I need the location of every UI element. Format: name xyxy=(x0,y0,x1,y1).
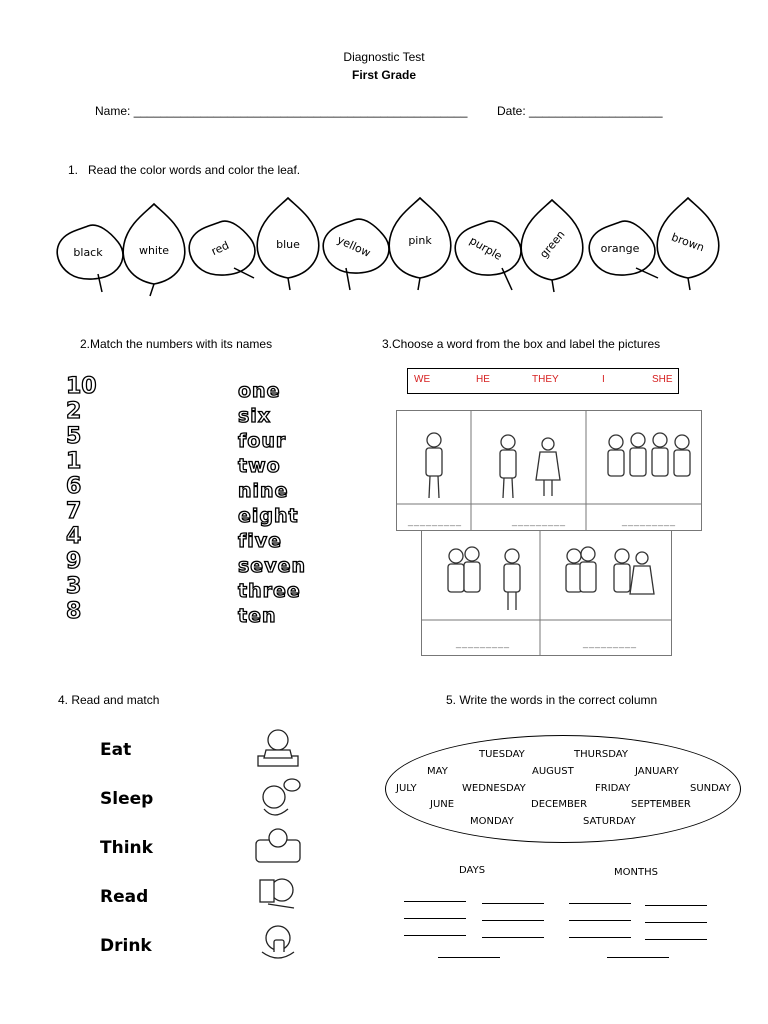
pronoun-she: SHE xyxy=(652,374,673,385)
svg-text:pink: pink xyxy=(408,234,432,247)
word-thursday: THURSDAY xyxy=(574,749,628,760)
word-monday: MONDAY xyxy=(470,816,514,827)
verb-drink[interactable]: Drink xyxy=(100,936,152,956)
number-name-item[interactable]: three xyxy=(238,580,301,602)
verb-read[interactable]: Read xyxy=(100,887,149,907)
leaf-white[interactable] xyxy=(123,204,185,296)
number-name-item[interactable]: one xyxy=(238,380,281,402)
date-row xyxy=(497,104,663,118)
number-item[interactable]: 5 xyxy=(66,424,82,449)
svg-text:red: red xyxy=(209,238,232,259)
word-saturday: SATURDAY xyxy=(583,816,636,827)
word-june: JUNE xyxy=(430,799,455,810)
number-name-item[interactable]: two xyxy=(238,455,281,477)
number-item[interactable]: 9 xyxy=(66,549,82,574)
label-blank[interactable]: _________ xyxy=(622,516,677,526)
thinking-child-picture[interactable] xyxy=(263,779,300,815)
number-item[interactable]: 7 xyxy=(66,499,82,524)
svg-text:yellow: yellow xyxy=(335,233,373,260)
pronoun-he: HE xyxy=(476,374,490,385)
drinking-child-picture[interactable] xyxy=(262,926,294,958)
number-name-item[interactable]: six xyxy=(238,405,272,427)
number-item[interactable]: 4 xyxy=(66,524,82,549)
number-item[interactable]: 1 xyxy=(66,449,82,474)
label-blank[interactable]: _________ xyxy=(512,516,567,526)
name-label: Name: xyxy=(95,104,131,118)
svg-text:blue: blue xyxy=(276,238,300,251)
leaf-orange[interactable] xyxy=(589,221,658,278)
boy-figure xyxy=(426,433,442,498)
number-name-item[interactable]: five xyxy=(238,530,283,552)
word-sunday: SUNDAY xyxy=(690,783,731,794)
word-august: AUGUST xyxy=(532,766,574,777)
q3-instruction: 3.Choose a word from the box and label the pictures xyxy=(382,337,661,351)
svg-text:black: black xyxy=(73,246,103,259)
days-blank-line[interactable] xyxy=(404,935,466,936)
date-label: Date: xyxy=(497,104,526,118)
svg-text:white: white xyxy=(138,244,170,257)
worksheet-subtitle: First Grade xyxy=(351,68,417,82)
svg-text:green: green xyxy=(537,227,568,261)
svg-text:brown: brown xyxy=(669,230,707,255)
days-blank-line[interactable] xyxy=(404,901,466,902)
reading-child-picture[interactable] xyxy=(260,879,294,908)
months-blank-line[interactable] xyxy=(645,905,707,906)
date-blank[interactable]: ____________________ xyxy=(529,104,663,118)
number-item[interactable]: 2 xyxy=(66,399,82,424)
number-item[interactable]: 6 xyxy=(66,474,82,499)
number-item[interactable]: 8 xyxy=(66,599,82,624)
leaf-row xyxy=(48,190,720,298)
worksheet-title: Diagnostic Test xyxy=(343,50,425,64)
number-name-item[interactable]: ten xyxy=(238,605,277,627)
pronoun-we: WE xyxy=(414,374,431,385)
label-blank[interactable]: _________ xyxy=(408,516,463,526)
number-item[interactable]: 10 xyxy=(66,374,97,399)
days-blank-line[interactable] xyxy=(482,937,544,938)
leaf-blue[interactable] xyxy=(257,198,319,290)
pictures-row-2 xyxy=(448,547,654,610)
q1-instruction: 1. Read the color words and color the leaf. xyxy=(68,163,301,177)
days-blank-line[interactable] xyxy=(482,903,544,904)
months-blank-line[interactable] xyxy=(607,957,669,958)
months-blank-line[interactable] xyxy=(645,922,707,923)
word-tuesday: TUESDAY xyxy=(479,749,525,760)
q2-instruction: 2.Match the numbers with its names xyxy=(80,337,273,351)
sleeping-child-picture[interactable] xyxy=(256,829,300,862)
q4-instruction: 4. Read and match xyxy=(58,693,160,707)
pictures-row-1 xyxy=(426,433,690,498)
name-blank[interactable]: __________________________________________________ xyxy=(133,104,468,118)
number-name-column xyxy=(238,380,328,630)
label-blank[interactable]: _________ xyxy=(456,638,511,648)
number-name-item[interactable]: seven xyxy=(238,555,306,577)
number-name-item[interactable]: nine xyxy=(238,480,289,502)
two-boys-figures xyxy=(448,547,520,610)
svg-text:purple: purple xyxy=(467,233,505,263)
word-may: MAY xyxy=(427,766,448,777)
number-name-item[interactable]: eight xyxy=(238,505,299,527)
days-blank-line[interactable] xyxy=(438,957,500,958)
boy-girl-figures xyxy=(500,435,560,498)
svg-text:orange: orange xyxy=(600,242,640,255)
leaf-brown[interactable] xyxy=(657,198,719,290)
leaf-green[interactable] xyxy=(521,200,583,292)
word-december: DECEMBER xyxy=(531,799,588,810)
pronoun-picture-grid xyxy=(396,410,702,656)
label-blank[interactable]: _________ xyxy=(583,638,638,648)
pronoun-they: THEY xyxy=(532,374,559,385)
months-blank-line[interactable] xyxy=(569,937,631,938)
days-blank-line[interactable] xyxy=(404,918,466,919)
days-column-label: DAYS xyxy=(459,865,486,876)
word-wednesday: WEDNESDAY xyxy=(462,783,526,794)
q5-instruction: 5. Write the words in the correct column xyxy=(446,693,658,707)
verb-sleep[interactable]: Sleep xyxy=(100,789,154,809)
word-january: JANUARY xyxy=(635,766,679,777)
action-pictures xyxy=(250,722,306,968)
word-july: JULY xyxy=(396,783,417,794)
leaf-purple[interactable] xyxy=(455,221,521,290)
months-blank-line[interactable] xyxy=(569,903,631,904)
pronoun-i: I xyxy=(602,374,605,385)
days-blank-line[interactable] xyxy=(482,920,544,921)
months-blank-line[interactable] xyxy=(569,920,631,921)
eating-child-picture[interactable] xyxy=(258,730,298,766)
months-blank-line[interactable] xyxy=(645,939,707,940)
name-row xyxy=(95,104,467,118)
group-figures xyxy=(608,433,690,476)
leaf-red[interactable] xyxy=(189,221,255,278)
word-friday: FRIDAY xyxy=(595,783,631,794)
word-september: SEPTEMBER xyxy=(631,799,691,810)
number-name-item[interactable]: four xyxy=(238,430,287,452)
verb-eat[interactable]: Eat xyxy=(100,740,132,760)
leaf-pink[interactable] xyxy=(389,198,451,290)
number-column xyxy=(66,374,106,624)
verb-think[interactable]: Think xyxy=(100,838,153,858)
months-column-label: MONTHS xyxy=(614,867,658,878)
word-bank-oval xyxy=(385,735,741,843)
leaf-yellow[interactable] xyxy=(323,219,389,290)
leaf-black[interactable] xyxy=(57,225,123,292)
friends-figures xyxy=(566,547,654,594)
number-item[interactable]: 3 xyxy=(66,574,82,599)
